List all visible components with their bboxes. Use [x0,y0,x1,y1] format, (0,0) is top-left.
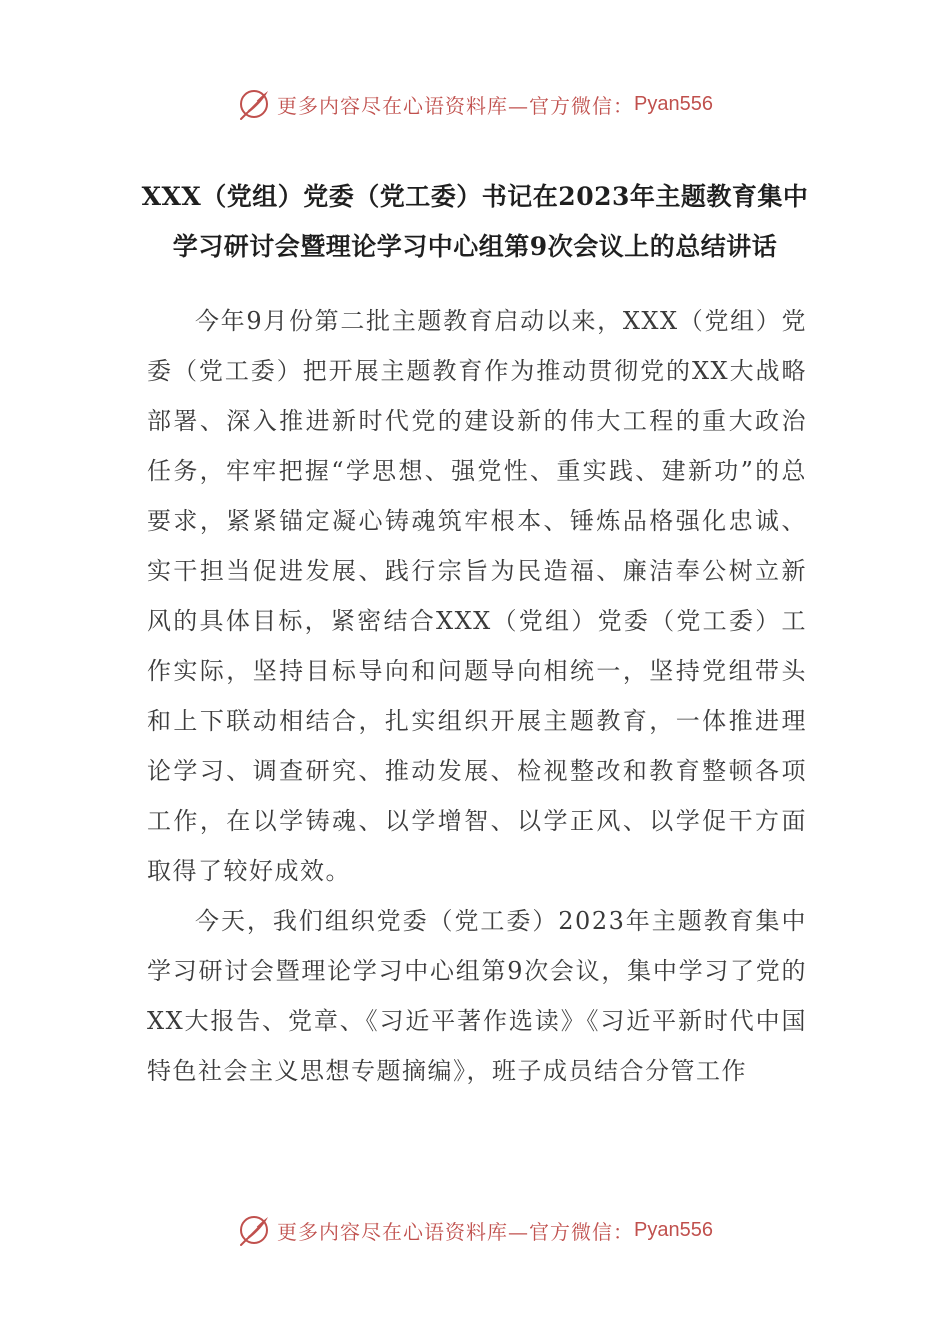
header-banner [0,84,950,124]
footer-banner [0,1210,950,1250]
quill-pen-logo-icon [237,87,271,121]
wechat-id: Pyan556 [634,92,713,115]
quill-pen-logo-icon [237,1213,271,1247]
paragraph: 今天，我们组织党委（党工委）2023年主题教育集中学习研讨会暨理论学习中心组第9次会议，集中学习了党的XX大报告、党章、《习近平著作选读》《习近平新时代中国特色社会主义思想专题摘编》，班子成员结合分管工作 [147,907,807,1085]
wechat-id: Pyan556 [634,1218,713,1241]
banner-text: 更多内容尽在心语资料库—官方微信： [277,93,635,118]
document-body [147,296,807,1096]
banner-text: 更多内容尽在心语资料库—官方微信： [277,1219,635,1244]
document-title: XXX（党组）党委（党工委）书记在2023年主题教育集中学习研讨会暨理论学习中心组第9次会议上的总结讲话 [141,182,809,261]
paragraph: 今年9月份第二批主题教育启动以来，XXX（党组）党委（党工委）把开展主题教育作为推动贯彻党的XX大战略部署、深入推进新时代党的建设新的伟大工程的重大政治任务，牢牢把握“学思想、强党性、重实践、建新功”的总要求，紧紧锚定凝心铸魂筑牢根本、锤炼品格强化忠诚、实干担当促进发展、践行宗旨为民造福、廉洁奉公树立新风的具体目标，紧密结合XXX（党组）党委（党工委）工作实际，坚持目标导向和问题导向相统一，坚持党组带头和上下联动相结合，扎实组织开展主题教育，一体推进理论学习、调查研究、推动发展、检视整改和教育整顿各项工作，在以学铸魂、以学增智、以学正风、以学促干方面取得了较好成效。 [147,307,807,885]
